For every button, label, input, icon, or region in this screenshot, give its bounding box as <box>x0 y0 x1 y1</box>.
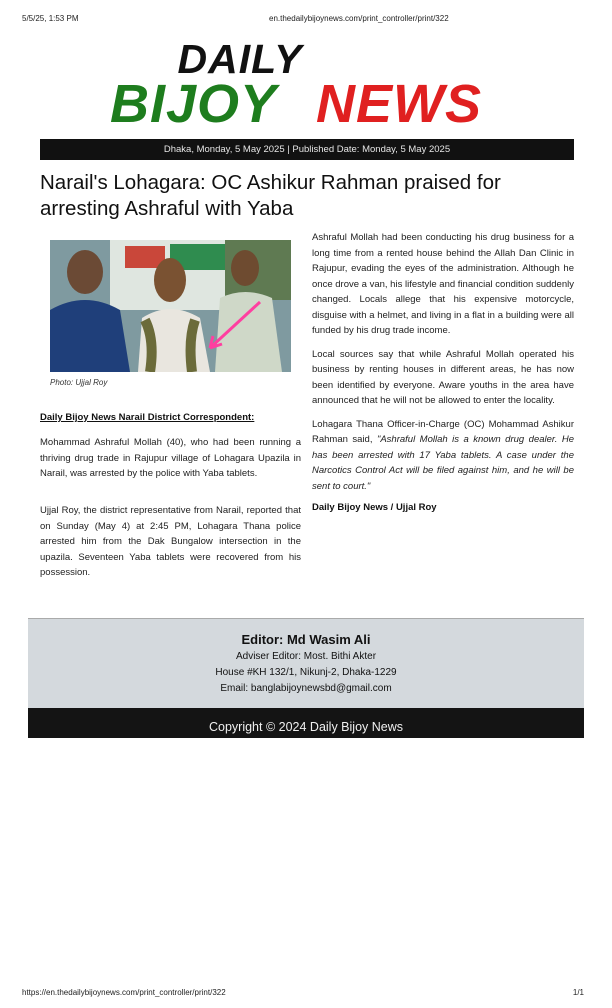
logo-daily: DAILY <box>177 36 303 82</box>
footer-editor: Editor: Md Wasim Ali <box>241 632 371 647</box>
oc-quote: "Ashraful Mollah is a known drug dealer. He has been arrested with 17 Yaba tablets. A case under the Narcotics Control Act will be filed against him, and he will be sent to court." <box>312 434 574 492</box>
print-header <box>22 14 590 26</box>
paragraph-1: Mohammad Ashraful Mollah (40), who had been running a thriving drug trade in Rajupur village of Lohagara Upazila in Narail, was arrested by the police with Yaba tablets. <box>40 437 301 479</box>
article-photo <box>50 240 291 372</box>
dateline-bar: Dhaka, Monday, 5 May 2025 | Published Date: Monday, 5 May 2025 <box>40 139 574 160</box>
footer-address: House #KH 132/1, Nikunj-2, Dhaka-1229 <box>215 667 397 678</box>
footer-email[interactable]: Email: banglabijoynewsbd@gmail.com <box>220 683 392 694</box>
article-headline: Narail's Lohagara: OC Ashikur Rahman praised for arresting Ashraful with Yaba <box>40 171 501 220</box>
quote-intro: Lohagara Thana Officer-in-Charge (OC) Mohammad Ashikur Rahman said, <box>312 418 574 445</box>
footer-adviser: Adviser Editor: Most. Bithi Akter <box>235 651 377 662</box>
logo-news: NEWS <box>316 74 482 134</box>
photo-caption: Photo: Ujjal Roy <box>50 378 108 387</box>
paragraph-2: Ujjal Roy, the district representative from Narail, reported that on Sunday (May 4) at 2:45 PM, Lohagara Thana police arrested him from the Dak Bungalow intersection in the upazila. Seventeen Yaba tablets were recovered from his possession. <box>40 505 301 578</box>
article-credit: Daily Bijoy News / Ujjal Roy <box>312 502 437 513</box>
site-logo[interactable] <box>0 36 612 132</box>
copyright-bar: Copyright © 2024 Daily Bijoy News <box>28 708 584 738</box>
print-footer <box>22 988 590 1000</box>
logo-bijoy: BIJOY <box>110 74 278 134</box>
page-number: 1/1 <box>572 988 584 997</box>
site-footer <box>28 618 584 709</box>
print-url: en.thedailybijoynews.com/print_controller/print/322 <box>269 14 449 23</box>
paragraph-3: Ashraful Mollah had been conducting his drug business for a long time from a rented house behind the Allah Dan Clinic in Rajupur, evading the eyes of the administration. Although he once drove a van, his lifestyle and financial condition suddenly changed. Locals allege that his expensive motorcycle, disguise with a helmet, and living in a flat in a building were all funded by his drug trade income. <box>312 232 574 336</box>
article-right-column <box>312 230 574 513</box>
print-datetime: 5/5/25, 1:53 PM <box>22 14 79 23</box>
paragraph-4: Local sources say that while Ashraful Mollah operated his business by renting houses in different areas, he has now been identified by everyone. Aware youths in the area have announced that he will not be allowed to enter the locality. <box>312 348 574 406</box>
article-byline[interactable]: Daily Bijoy News Narail District Correspondent: <box>40 412 255 423</box>
print-footer-url: https://en.thedailybijoynews.com/print_controller/print/322 <box>22 988 226 997</box>
paragraph-5 <box>312 417 574 495</box>
